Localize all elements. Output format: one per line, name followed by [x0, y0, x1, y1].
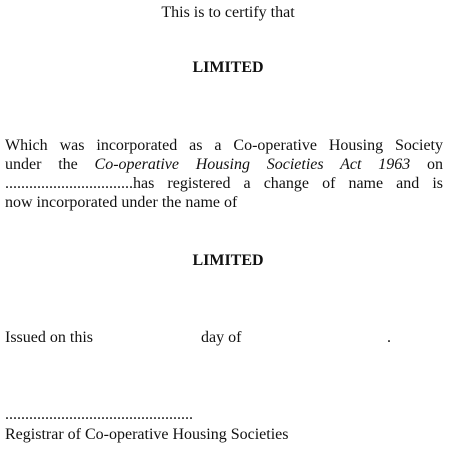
- issued-on-label: Issued on this: [5, 329, 93, 346]
- para-line-3-text: has registered a change of name and is: [133, 175, 443, 192]
- day-of-label: day of: [201, 329, 242, 346]
- para-line-2-post: on: [427, 156, 443, 173]
- original-name-blank: ................................: [5, 175, 133, 192]
- para-line-1: Which was incorporated as a Co-operative Housing Society: [5, 137, 443, 154]
- para-line-3: [5, 174, 443, 193]
- signature-line: ...............................................: [5, 406, 193, 423]
- act-name: Co-operative Housing Societies Act 1963: [94, 156, 411, 173]
- para-line-2: [5, 155, 443, 174]
- limited-label-1: LIMITED: [192, 59, 264, 76]
- limited-label-2: LIMITED: [192, 252, 264, 269]
- certify-heading: This is to certify that: [161, 4, 295, 21]
- para-line-2-pre: under the: [5, 156, 78, 173]
- para-line-4: now incorporated under the name of: [5, 194, 238, 211]
- registrar-signatory: Registrar of Co-operative Housing Societies: [5, 426, 289, 443]
- date-period: .: [387, 329, 391, 346]
- incorporation-paragraph: [5, 136, 443, 212]
